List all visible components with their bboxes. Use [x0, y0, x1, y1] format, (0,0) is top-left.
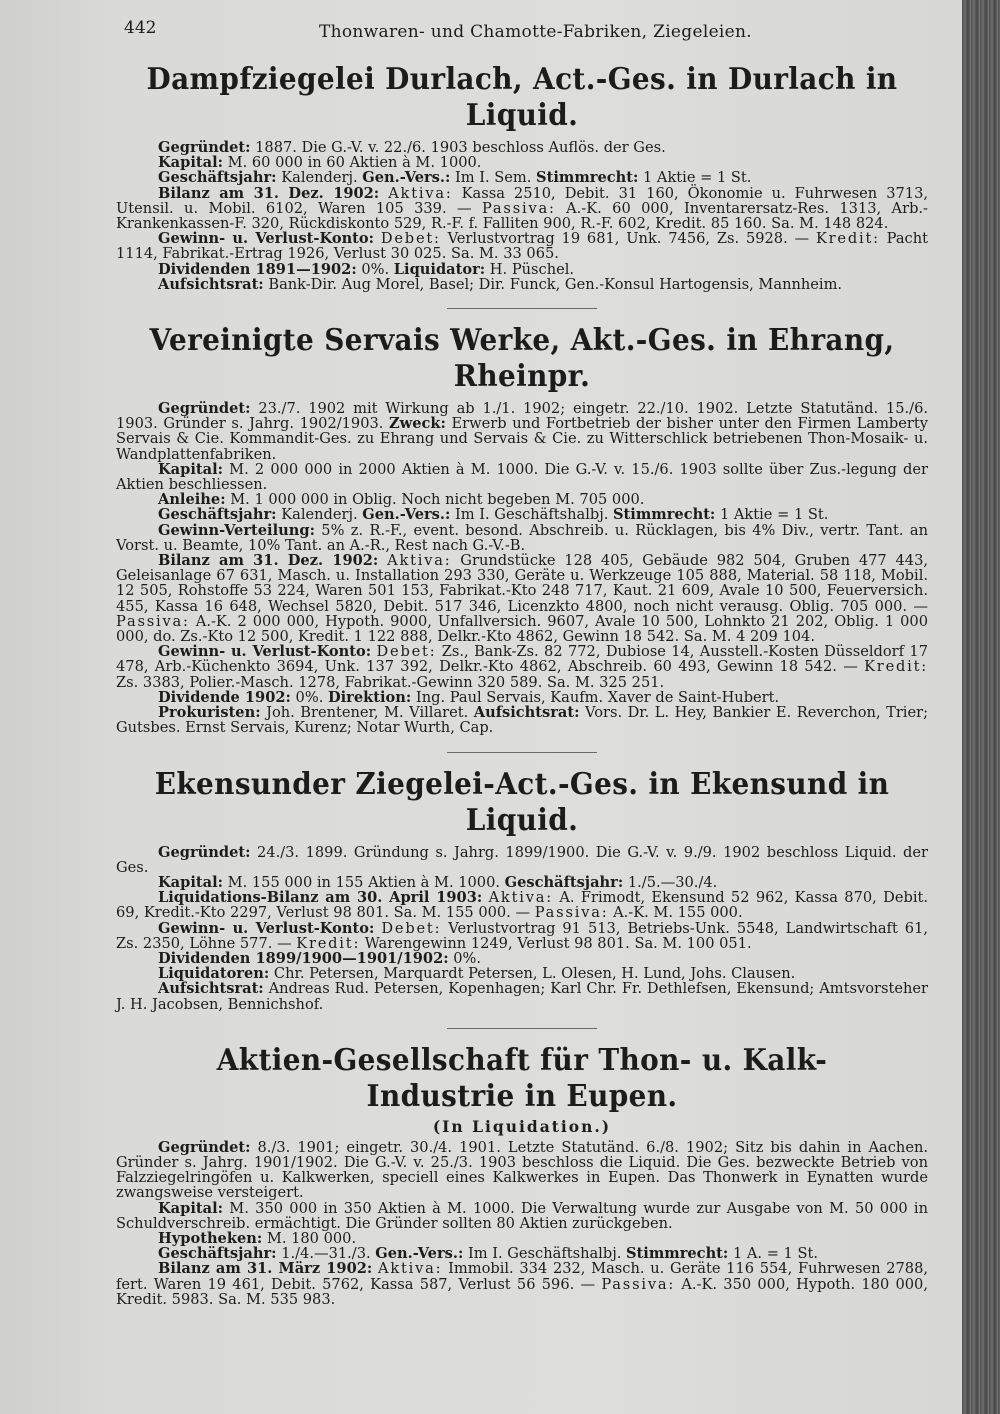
section-divider [447, 1028, 597, 1029]
field-label: Stimmrecht: [536, 169, 639, 187]
company-subtitle: (In Liquidation.) [432, 1116, 612, 1136]
account-side-label: Passiva: [534, 904, 609, 922]
field-text: 24./3. 1899. Gründung s. Jahrg. 1899/1900. Die G.-V. v. 9./9. 1902 beschloss Liquid. der Ges. [116, 843, 928, 876]
entry-paragraph [116, 186, 928, 232]
entry-paragraph [116, 277, 928, 292]
field-text: Kassa 2510, Debit. 31 160, Ökonomie u. Fuhrwesen 3713, Utensil. u. Mobil. 6102, Waren 105 339. — [116, 184, 928, 217]
entry-paragraph [116, 921, 928, 951]
field-text: 1887. Die G.-V. v. 22./6. 1903 beschloss Auflös. der Ges. [250, 139, 666, 156]
account-side-label: Debet: [380, 230, 441, 248]
field-text: Vors. Dr. L. Hey, Bankier E. Reverchon, Trier; Gutsbes. Ernst Servais, Kurenz; Notar Wurth, Cap. [116, 704, 929, 737]
field-text: Warengewinn 1249, Verlust 98 801. Sa. M. 100 051. [360, 934, 752, 952]
field-text: Grundstücke 128 405, Gebäude 982 504, Gruben 477 443, Geleisanlage 67 631, Masch. u. Installation 293 330, Geräte u. Werkzeuge 105 888, Material. 58 118, Mobil. 12 505, Rohstoffe 53 224, Waren 501 153, Fabrikat.-Kto 248 717, Kaut. 21 609, Avale 10 500, Feuerversich. 455, Kassa 16 648, Wechsel 5820, Debit. 517 346, Licenzkto 4800, noch nicht verausg. Oblig. 705 000. — [116, 552, 929, 615]
entry-paragraph [116, 523, 928, 553]
entry-paragraph [116, 1231, 928, 1246]
field-label: Kapital: [158, 1199, 224, 1217]
entry-paragraph [116, 553, 928, 644]
field-label: Zweck: [389, 415, 446, 433]
field-label: Liquidations-Bilanz am 30. April 1903: [158, 889, 483, 907]
field-text: Im I. Geschäftshalbj. [450, 506, 614, 524]
field-text: Kalenderj. [276, 169, 363, 187]
field-label: Gegründet: [158, 1138, 251, 1156]
company-title: Vereinigte Servais Werke, Akt.-Ges. in Ehrang, Rheinpr. [149, 323, 895, 395]
field-label: Stimmrecht: [626, 1245, 729, 1263]
field-text: A.-K. 2 000 000, Hypoth. 9000, Unfallversich. 9607, Avale 10 500, Lohnkto 21 202, Oblig. 1 000 000, do. Zs.-Kto 12 500, Kredit. 1 122 888, Delkr.-Kto 4862, Gewinn 18 542. Sa. M. 4 209 104. [116, 612, 928, 646]
field-text: Chr. Petersen, Marquardt Petersen, L. Olesen, H. Lund, Johs. Clausen. [269, 965, 796, 983]
company-entry [116, 62, 928, 292]
field-label: Bilanz am 31. März 1902: [158, 1260, 373, 1278]
account-side-label: Debet: [376, 643, 437, 661]
field-text: M. 1 000 000 in Oblig. Noch nicht begeben M. 705 000. [225, 491, 645, 509]
field-label: Gegründet: [158, 400, 251, 418]
field-text: Zs. 3383, Polier.-Masch. 1278, Fabrikat.-Gewinn 320 589. Sa. M. 325 251. [116, 673, 665, 691]
field-text: 0%. [290, 688, 328, 706]
account-side-label: Aktiva: [387, 552, 452, 570]
field-label: Geschäftsjahr: [158, 1245, 277, 1263]
field-text: 1./5.—30./4. [623, 873, 718, 891]
field-label: Geschäftsjahr: [504, 873, 624, 891]
account-side-label: Aktiva: [488, 889, 553, 907]
field-text: Im I. Geschäftshalbj. [463, 1245, 626, 1263]
field-label: Direktion: [327, 688, 412, 706]
section-divider [447, 308, 597, 309]
field-text: Joh. Brentener, M. Villaret. [260, 704, 474, 722]
entry-paragraph [116, 705, 928, 735]
field-label: Dividenden 1899/1900—1901/1902: [158, 949, 449, 967]
field-text: Verlustvortrag 91 513, Betriebs-Unk. 5548, Landwirtschaft 61, Zs. 2350, Löhne 577. — [116, 919, 929, 952]
entry-paragraph [116, 1261, 928, 1307]
field-label: Liquidatoren: [158, 965, 270, 983]
running-title: Thonwaren- und Chamotte-Fabriken, Ziegeleien. [319, 22, 752, 42]
field-text: H. Püschel. [485, 260, 575, 278]
company-title: Ekensunder Ziegelei-Act.-Ges. in Ekensund in Liquid. [154, 766, 890, 838]
field-text: Ing. Paul Servais, Kaufm. Xaver de Saint-Hubert. [411, 688, 780, 706]
field-text: Verlustvortrag 19 681, Unk. 7456, Zs. 5928. — [440, 230, 816, 248]
section-divider [447, 752, 597, 753]
field-label: Aufsichtsrat: [473, 704, 580, 722]
field-text: A.-K. M. 155 000. [608, 904, 743, 922]
field-text: A.-K. 60 000, Inventarersatz-Res. 1313, Arb.-Krankenkassen-F. 320, Rückdiskonto 529, R.-F. f. Falliten 900, R.-F. 602, Kredit. 85 160. Sa. M. 148 824. [116, 199, 928, 233]
entry-paragraph [116, 231, 928, 261]
entry-paragraph [116, 951, 928, 966]
field-text: 5% z. R.-F., event. besond. Abschreib. u. Rücklagen, bis 4% Div., vertr. Tant. an Vorst. u. Beamte, 10% Tant. an A.-R., Rest nach G.-V.-B. [116, 521, 928, 554]
company-entry [116, 323, 928, 735]
entry-paragraph [116, 155, 928, 170]
account-side-label: Passiva: [601, 1275, 676, 1293]
entry-paragraph [116, 1246, 928, 1261]
field-label: Gegründet: [158, 843, 251, 861]
field-label: Anleihe: [158, 491, 226, 509]
field-label: Kapital: [158, 460, 224, 478]
account-side-label: Debet: [381, 919, 442, 937]
field-text: Erwerb und Fortbetrieb der bisher unter den Firmen Lamberty Servais & Cie. Kommandit-Ges. zu Ehrang und Servais & Cie. zu Witterschlick betriebenen Thon-Mosaik- u. Wandplattenfabriken. [116, 415, 928, 463]
field-text: 1 Aktie = 1 St. [638, 169, 752, 187]
field-label: Dividenden 1891—1902: [158, 260, 357, 278]
field-label: Gewinn- u. Verlust-Konto: [158, 643, 372, 661]
account-side-label: Passiva: [481, 199, 556, 217]
entry-paragraph [116, 492, 928, 507]
field-label: Geschäftsjahr: [158, 506, 277, 524]
field-text: Andreas Rud. Petersen, Kopenhagen; Karl Chr. Fr. Dethlefsen, Ekensund; Amtsvorsteher J. H. Jacobsen, Bennichshof. [116, 980, 928, 1013]
account-side-label: Aktiva: [378, 1260, 443, 1278]
entry-paragraph [116, 966, 928, 981]
field-text: M. 60 000 in 60 Aktien à M. 1000. [223, 154, 482, 172]
field-text: M. 180 000. [262, 1229, 357, 1247]
account-side-label: Kredit: [815, 230, 880, 248]
field-text: 1 Aktie = 1 St. [715, 506, 829, 524]
field-label: Aufsichtsrat: [158, 275, 264, 293]
running-head [124, 18, 924, 44]
page-number: 442 [124, 18, 157, 38]
field-label: Bilanz am 31. Dez. 1902: [158, 552, 379, 570]
field-label: Gen.-Vers.: [362, 169, 451, 187]
field-text: Zs., Bank-Zs. 82 772, Dubiose 14, Ausstell.-Kosten Düsseldorf 17 478, Arb.-Küchenkto 3694, Unk. 137 392, Delkr.-Kto 4862, Abschreib. 60 493, Gewinn 18 542. — [116, 643, 929, 676]
entry-paragraph [116, 845, 928, 875]
field-text: 23./7. 1902 mit Wirkung ab 1./1. 1902; eingetr. 22./10. 1902. Letzte Statutänd. 15./6. 1903. Gründer s. Jahrg. 1902/1903. [116, 400, 928, 433]
field-label: Gewinn- u. Verlust-Konto: [158, 919, 375, 937]
entry-paragraph [116, 507, 928, 522]
entry-paragraph [116, 170, 928, 185]
entry-paragraph [116, 644, 928, 690]
field-text: 8./3. 1901; eingetr. 30./4. 1901. Letzte Statutänd. 6./8. 1902; Sitz bis dahin in Aachen. Gründer s. Jahrg. 1901/1902. Die G.-V. v. 25./3. 1903 beschloss die Liquid. Die Ges. bezweckte Betrieb von Falzziegelringöfen u. Kalkwerken, speciell eines Kalkwerkes in Eupen. Das Thonwerk in Eynatten wurde zwangsweise versteigert. [116, 1138, 928, 1202]
entry-paragraph [116, 875, 928, 890]
field-label: Stimmrecht: [613, 506, 716, 524]
field-label: Gewinn- u. Verlust-Konto: [158, 230, 375, 248]
field-text: M. 155 000 in 155 Aktien à M. 1000. [223, 873, 505, 891]
field-label: Gen.-Vers.: [362, 506, 451, 524]
entry-paragraph [116, 462, 928, 492]
field-text: 0%. [356, 260, 394, 278]
company-entry [116, 767, 928, 1012]
field-text: 1./4.—31./3. [276, 1245, 376, 1263]
field-label: Prokuristen: [158, 704, 261, 722]
entry-paragraph [116, 981, 928, 1011]
account-side-label: Kredit: [864, 658, 928, 676]
field-label: Gewinn-Verteilung: [158, 521, 315, 539]
field-text: Pacht 1114, Fabrikat.-Ertrag 1926, Verlust 30 025. Sa. M. 33 065. [116, 230, 928, 263]
entry-paragraph [116, 1140, 928, 1201]
field-text: A. Frimodt, Ekensund 52 962, Kassa 870, Debit. 69, Kredit.-Kto 2297, Verlust 98 801. Sa. M. 155 000. — [116, 889, 928, 922]
field-label: Geschäftsjahr: [158, 169, 277, 187]
field-label: Hypotheken: [158, 1229, 263, 1247]
field-label: Aufsichtsrat: [158, 980, 264, 998]
field-text: Kalenderj. [276, 506, 363, 524]
field-text: Immobil. 334 232, Masch. u. Geräte 116 554, Fuhrwesen 2788, fert. Waren 19 461, Debit. 5762, Kassa 587, Verlust 56 596. — [116, 1260, 928, 1293]
account-side-label: Passiva: [116, 612, 190, 630]
account-side-label: Kredit: [296, 934, 361, 952]
field-label: Liquidator: [393, 260, 486, 278]
account-side-label: Aktiva: [388, 184, 453, 202]
entry-paragraph [116, 690, 928, 705]
page-content [116, 54, 928, 1321]
company-title: Aktien-Gesellschaft für Thon- u. Kalk-Industrie in Eupen. [216, 1042, 828, 1114]
company-entry [116, 1043, 928, 1307]
field-label: Dividende 1902: [158, 688, 291, 706]
field-text: A.-K. 350 000, Hypoth. 180 000, Kredit. 5983. Sa. M. 535 983. [116, 1275, 928, 1308]
entry-paragraph [116, 401, 928, 462]
field-label: Bilanz am 31. Dez. 1902: [158, 184, 380, 202]
field-text: 0%. [448, 949, 482, 967]
book-spine-edge [962, 0, 1000, 1414]
entry-paragraph [116, 262, 928, 277]
field-text: 1 A. = 1 St. [728, 1245, 818, 1263]
field-text: M. 2 000 000 in 2000 Aktien à M. 1000. Die G.-V. v. 15./6. 1903 sollte über Zus.-legung der Aktien beschliessen. [116, 460, 928, 494]
company-title: Dampfziegelei Durlach, Act.-Ges. in Durlach in Liquid. [146, 62, 898, 133]
field-text: Im I. Sem. [450, 169, 537, 187]
entry-paragraph [116, 1201, 928, 1231]
field-label: Gegründet: [158, 139, 251, 156]
entry-paragraph [116, 890, 928, 920]
field-label: Kapital: [158, 873, 224, 891]
field-text: Bank-Dir. Aug Morel, Basel; Dir. Funck, Gen.-Konsul Hartogensis, Mannheim. [263, 275, 843, 293]
field-label: Kapital: [158, 154, 224, 172]
entry-paragraph [116, 140, 928, 155]
field-label: Gen.-Vers.: [375, 1245, 464, 1263]
field-text: M. 350 000 in 350 Aktien à M. 1000. Die Verwaltung wurde zur Ausgabe von M. 50 000 in Schuldverschreib. ermächtigt. Die Gründer sollten 80 Aktien zurückgeben. [116, 1199, 928, 1232]
